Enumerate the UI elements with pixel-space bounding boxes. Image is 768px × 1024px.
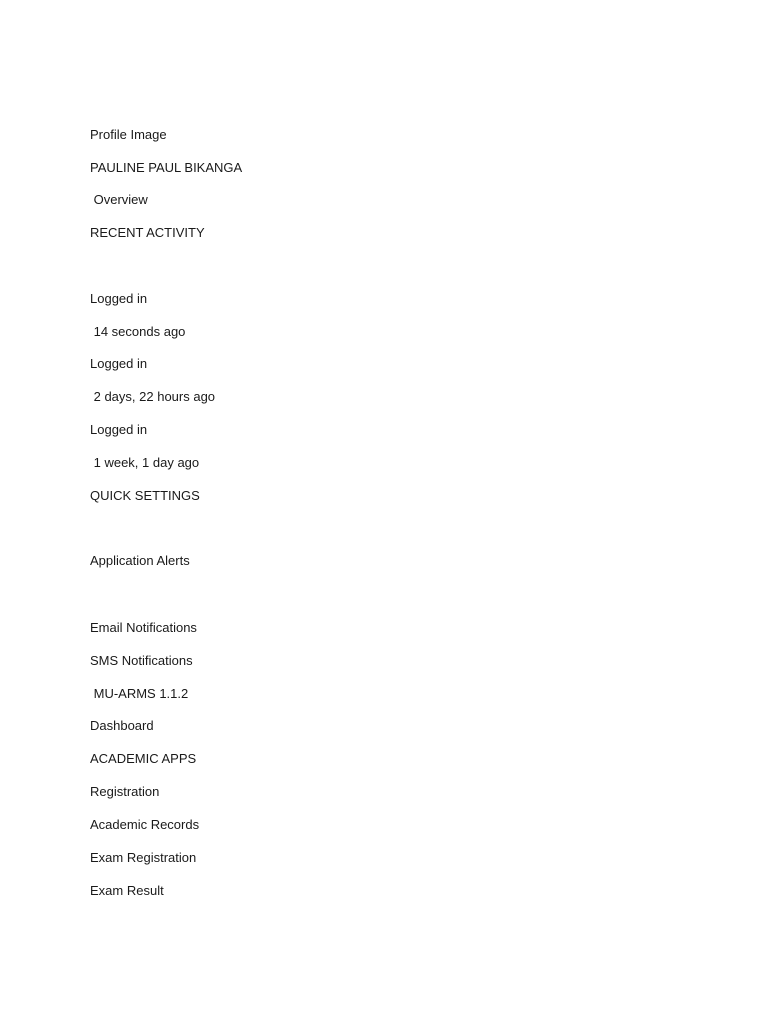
activity-action: Logged in — [90, 356, 148, 371]
academic-apps-heading: ACADEMIC APPS — [90, 751, 197, 766]
recent-activity-heading: RECENT ACTIVITY — [90, 225, 205, 240]
activity-time: 1 week, 1 day ago — [90, 455, 200, 470]
activity-action: Logged in — [90, 291, 148, 306]
quick-settings-heading: QUICK SETTINGS — [90, 488, 200, 503]
email-notifications-setting[interactable]: Email Notifications — [90, 620, 197, 635]
activity-action: Logged in — [90, 422, 148, 437]
profile-image-label: Profile Image — [90, 127, 167, 142]
activity-time: 14 seconds ago — [90, 324, 186, 339]
sms-notifications-setting[interactable]: SMS Notifications — [90, 653, 193, 668]
activity-time: 2 days, 22 hours ago — [90, 389, 216, 404]
application-alerts-setting[interactable]: Application Alerts — [90, 553, 190, 568]
nav-item-exam-registration[interactable]: Exam Registration — [90, 850, 197, 865]
nav-item-dashboard[interactable]: Dashboard — [90, 718, 154, 733]
profile-name: PAULINE PAUL BIKANGA — [90, 160, 243, 175]
nav-item-registration[interactable]: Registration — [90, 784, 160, 799]
app-version: MU-ARMS 1.1.2 — [90, 686, 189, 701]
nav-item-exam-result[interactable]: Exam Result — [90, 883, 164, 898]
nav-item-academic-records[interactable]: Academic Records — [90, 817, 200, 832]
overview-link[interactable]: Overview — [90, 192, 148, 207]
